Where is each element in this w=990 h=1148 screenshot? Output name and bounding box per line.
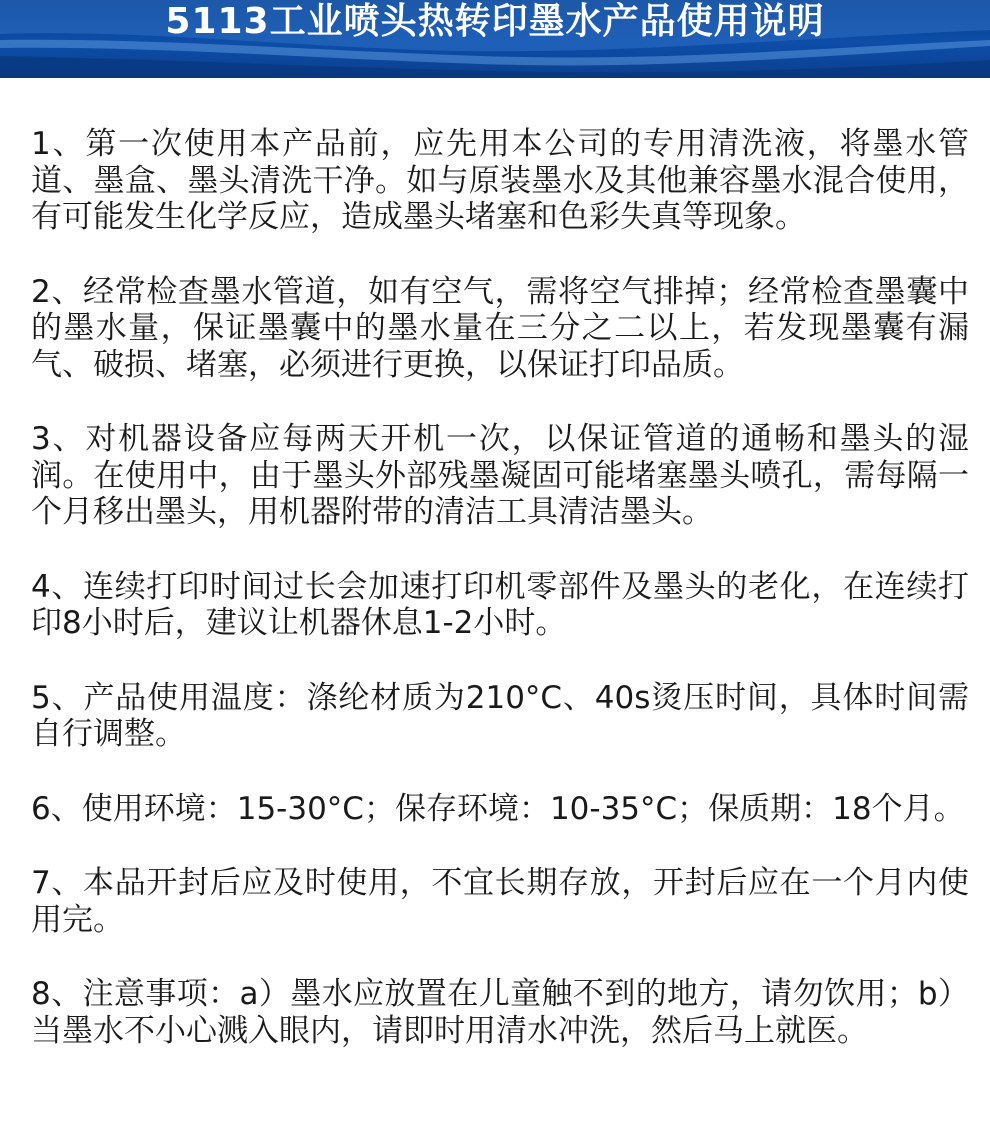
instruction-item-3: 3、对机器设备应每两天开机一次，以保证管道的通畅和墨头的湿润。在使用中，由于墨头外部残墨凝固可能堵塞墨头喷孔，需每隔一个月移出墨头，用机器附带的清洁工具清洁墨头。: [31, 421, 969, 530]
instruction-item-8: 8、注意事项：a）墨水应放置在儿童触不到的地方，请勿饮用；b）当墨水不小心溅入眼内，请即时用清水冲洗，然后马上就医。: [31, 976, 969, 1049]
page-title: 5113工业喷头热转印墨水产品使用说明: [165, 1, 825, 42]
instruction-item-4: 4、连续打印时间过长会加速打印机零部件及墨头的老化，在连续打印8小时后，建议让机器休息1-2小时。: [31, 568, 969, 641]
instruction-item-5: 5、产品使用温度：涤纶材质为210°C、40s烫压时间，具体时间需自行调整。: [31, 679, 969, 752]
instruction-item-7: 7、本品开封后应及时使用，不宜长期存放，开封后应在一个月内使用完。: [31, 865, 969, 938]
instruction-item-2: 2、经常检查墨水管道，如有空气，需将空气排掉；经常检查墨囊中的墨水量，保证墨囊中的墨水量在三分之二以上，若发现墨囊有漏气、破损、堵塞，必须进行更换，以保证打印品质。: [31, 273, 969, 383]
instructions-list: [31, 126, 969, 1087]
header-banner: [0, 0, 990, 78]
instruction-item-6: 6、使用环境：15-30°C；保存环境：10-35°C；保质期：18个月。: [31, 790, 965, 827]
instruction-item-1: 1、第一次使用本产品前，应先用本公司的专用清洗液，将墨水管道、墨盒、墨头清洗干净。如与原装墨水及其他兼容墨水混合使用，有可能发生化学反应，造成墨头堵塞和色彩失真等现象。: [31, 126, 969, 235]
